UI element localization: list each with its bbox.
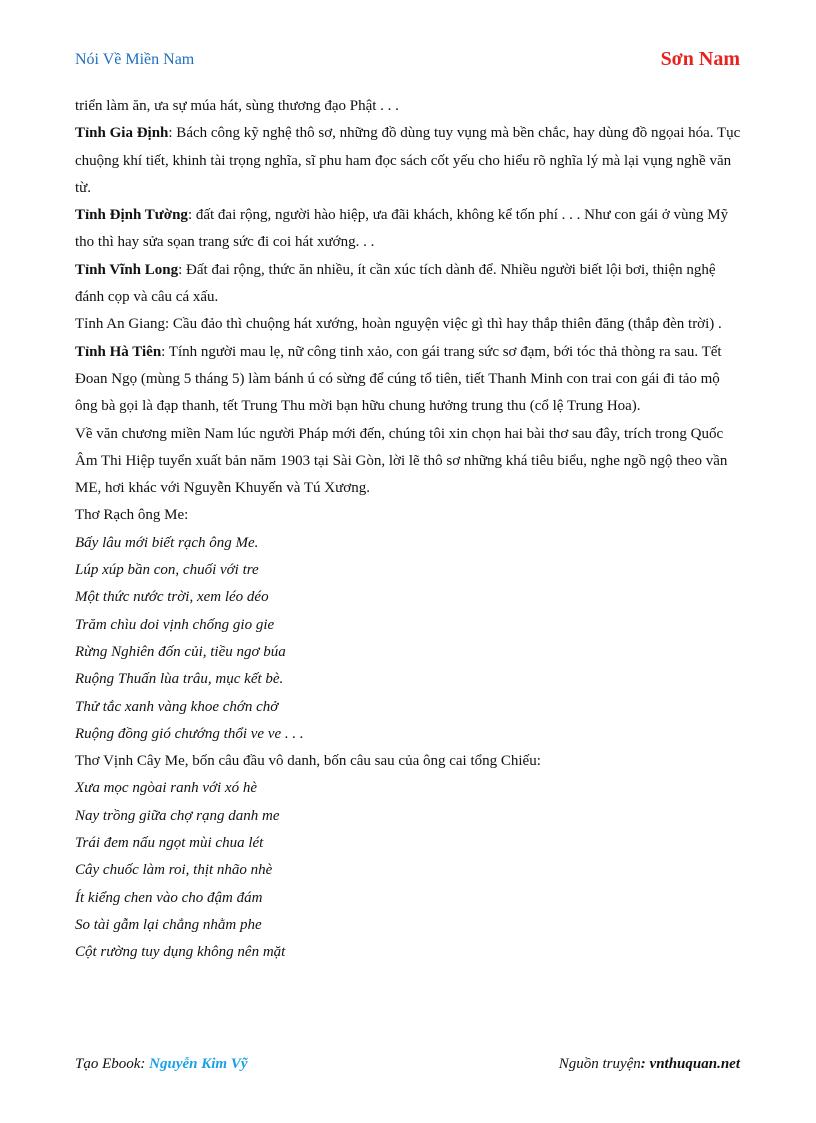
source-credit [559, 1056, 740, 1073]
province-label: Tỉnh Định Tường [75, 207, 188, 224]
poem-line: Ruộng Thuấn lùa trâu, mục kết bè. [75, 671, 284, 688]
poem-line: Trái đem nấu ngọt mùi chua lét [75, 835, 264, 852]
poem-title: Thơ Vịnh Cây Me, bốn câu đầu vô danh, bốn câu sau của ông cai tổng Chiếu: [75, 753, 541, 770]
book-title: Nói Về Miền Nam [75, 51, 195, 68]
poem-line: Bấy lâu mới biết rạch ông Me. [75, 534, 259, 551]
author-name: Sơn Nam [660, 48, 740, 70]
paragraph-dinh-tuong [75, 202, 745, 257]
page-body [75, 93, 745, 967]
province-text: : Đất đai rộng, thức ăn nhiều, ít cần xúc tích dành để. Nhiều người biết lội bơi, thiện nghệ đánh cọp và câu cá xấu. [75, 261, 716, 306]
source-separator: : [640, 1056, 650, 1072]
paragraph: triển làm ăn, ưa sự múa hát, sùng thương đạo Phật . . . [75, 98, 399, 114]
paragraph-vinh-long [75, 257, 745, 312]
poem-line: Thử tắc xanh vàng khoe chớn chở [75, 698, 279, 715]
paragraph-van-chuong: Về văn chương miền Nam lúc người Pháp mới đến, chúng tôi xin chọn hai bài thơ sau đây, trích trong Quốc Âm Thi Hiệp tuyển xuất bản năm 1903 tại Sài Gòn, lời lẽ thô sơ những khá tiêu biểu, nghe ngồ ngộ theo vần ME, hơi khác với Nguyễn Khuyến và Tú Xương. [75, 425, 728, 497]
poem-line: Ít kiểng chen vào cho đậm đám [75, 889, 263, 906]
poem-line: Xưa mọc ngòai ranh với xó hè [75, 780, 257, 797]
ebook-credit [75, 1056, 248, 1073]
province-text: : đất đai rộng, người hào hiệp, ưa đãi khách, không kể tốn phí . . . Như con gái ở vùng Mỹ tho thì hay sửa sọan trang sức đi coi hát xướng. . . [75, 207, 729, 251]
poem-title: Thơ Rạch ông Me: [75, 507, 189, 524]
poem-line: Cột rường tuy dụng không nên mặt [75, 944, 286, 961]
province-text: : Tính người mau lẹ, nữ công tinh xảo, con gái trang sức sơ đạm, bới tóc thả thòng ra sau. Tết Đoan Ngọ (mùng 5 tháng 5) làm bánh ú có sừng để cúng tổ tiên, tiết Thanh Minh con trai con gái đi tảo mộ ông bà gọi là đạp thanh, tết Trung Thu mời bạn hữu chung hưởng trung thu (cổ lệ Trung Hoa). [75, 343, 722, 415]
province-text: : Bách công kỹ nghệ thô sơ, những đồ dùng tuy vụng mà bền chắc, hay dùng đồ ngọai hóa. Tục chuộng khí tiết, khinh tài trọng nghĩa, sĩ phu ham đọc sách cốt yếu cho hiểu rõ nghĩa lý mà lại vụng nghề văn từ. [75, 125, 741, 196]
source-label: Nguồn truyện [558, 1056, 641, 1072]
poem-line: Lúp xúp bần con, chuối với tre [75, 562, 259, 579]
poem-line: Cây chuốc làm roi, thịt nhão nhè [75, 862, 273, 879]
poem-line: Trăm chìu doi vịnh chống gio gie [75, 616, 275, 633]
ebook-label: Tạo Ebook [75, 1056, 141, 1072]
ebook-separator: : [140, 1056, 150, 1072]
poem-line: Nay trồng giữa chợ rạng danh me [75, 807, 280, 824]
province-label: Tỉnh Vĩnh Long [75, 261, 179, 278]
poem-line: So tài gẫm lại chẳng nhằm phe [75, 916, 262, 933]
poem-line: Một thức nước trời, xem léo déo [75, 589, 269, 606]
poem-line: Ruộng đồng gió chướng thổi ve ve . . . [75, 725, 304, 742]
poem-line: Rừng Nghiên đốn củi, tiều ngơ búa [75, 643, 286, 660]
province-label: Tỉnh Gia Định [75, 125, 169, 142]
ebook-author-link[interactable]: Nguyễn Kim Vỹ [149, 1056, 248, 1072]
province-label: Tỉnh Hà Tiên [75, 343, 162, 360]
paragraph-an-giang: Tỉnh An Giang: Cầu đảo thì chuộng hát xướng, hoàn nguyện việc gì thì hay thắp thiên đăng (thắp đèn trời) . [75, 316, 722, 333]
paragraph-ha-tien [75, 339, 745, 421]
paragraph-gia-dinh [75, 120, 745, 202]
source-site-link[interactable]: vnthuquan.net [649, 1056, 740, 1072]
